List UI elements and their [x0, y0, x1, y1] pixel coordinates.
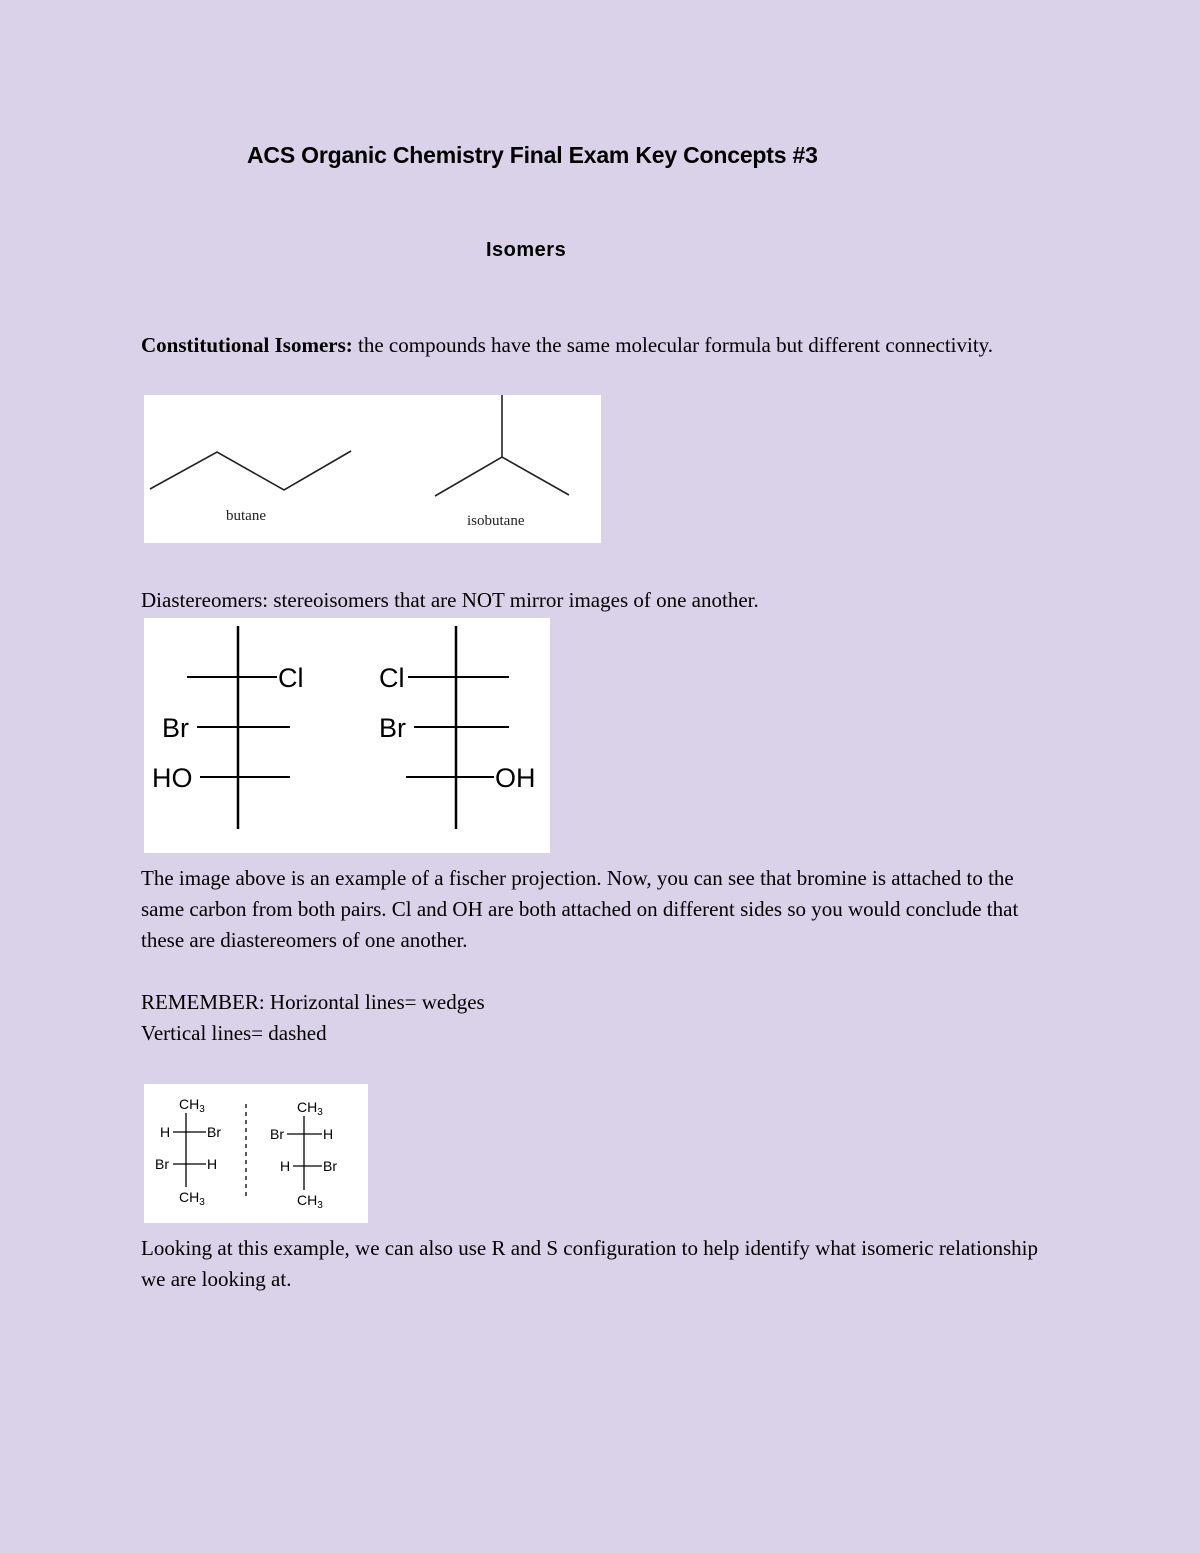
left-br-upper: Br — [207, 1124, 221, 1140]
rs-configuration-paragraph: Looking at this example, we can also use R and S configuration to help identify what isomeric relationship we are looking at. — [141, 1236, 1038, 1291]
left-h-lower: H — [207, 1156, 218, 1172]
fischer-explanation-paragraph: The image above is an example of a fischer projection. Now, you can see that bromine is attached to the same carbon from both pairs. Cl and OH are both attached on different sides so you would conclude that these are diastereomers of one another. — [141, 866, 1019, 952]
right-br-lower: Br — [323, 1158, 337, 1174]
right-h-lower: H — [280, 1158, 291, 1174]
isobutane-skeleton — [435, 457, 569, 496]
remember-line-2: Vertical lines= dashed — [141, 1021, 327, 1045]
left-br-lower: Br — [155, 1156, 169, 1172]
isobutane-label: isobutane — [467, 513, 525, 529]
enantiomer-fischer-figure — [144, 1084, 368, 1223]
right-br-upper: Br — [270, 1126, 284, 1142]
left-cl-label: Cl — [278, 663, 304, 693]
constitutional-isomers-term: Constitutional Isomers: — [141, 333, 353, 357]
left-h-upper: H — [160, 1124, 171, 1140]
left-br-label: Br — [162, 713, 189, 743]
butane-skeleton — [150, 451, 351, 490]
diastereomers-paragraph: Diastereomers: stereoisomers that are NOT mirror images of one another. — [141, 588, 759, 612]
left-enantiomer — [155, 1096, 221, 1208]
left-fischer-molecule — [152, 626, 304, 829]
constitutional-isomers-paragraph — [141, 330, 1051, 361]
butane-label: butane — [226, 508, 266, 524]
left-top-ch3: $CH_3$ — [179, 1096, 205, 1115]
right-br-label: Br — [379, 713, 406, 743]
section-heading: Isomers — [486, 239, 567, 261]
right-bottom-ch3: $CH_3$ — [297, 1192, 323, 1211]
right-cl-label: Cl — [379, 663, 405, 693]
fischer-projection-figure — [144, 618, 550, 853]
constitutional-isomers-definition: the compounds have the same molecular formula but different connectivity. — [352, 333, 994, 357]
right-fischer-molecule — [379, 626, 536, 829]
left-bottom-ch3: $CH_3$ — [179, 1189, 205, 1208]
page-title: ACS Organic Chemistry Final Exam Key Concepts #3 — [247, 142, 818, 168]
remember-line-1: REMEMBER: Horizontal lines= wedges — [141, 990, 485, 1014]
right-oh-label: OH — [495, 763, 536, 793]
right-top-ch3: $CH_3$ — [297, 1099, 323, 1118]
right-h-upper: H — [323, 1126, 334, 1142]
butane-isobutane-figure — [144, 395, 601, 543]
left-ho-label: HO — [152, 763, 193, 793]
right-enantiomer — [270, 1099, 337, 1211]
